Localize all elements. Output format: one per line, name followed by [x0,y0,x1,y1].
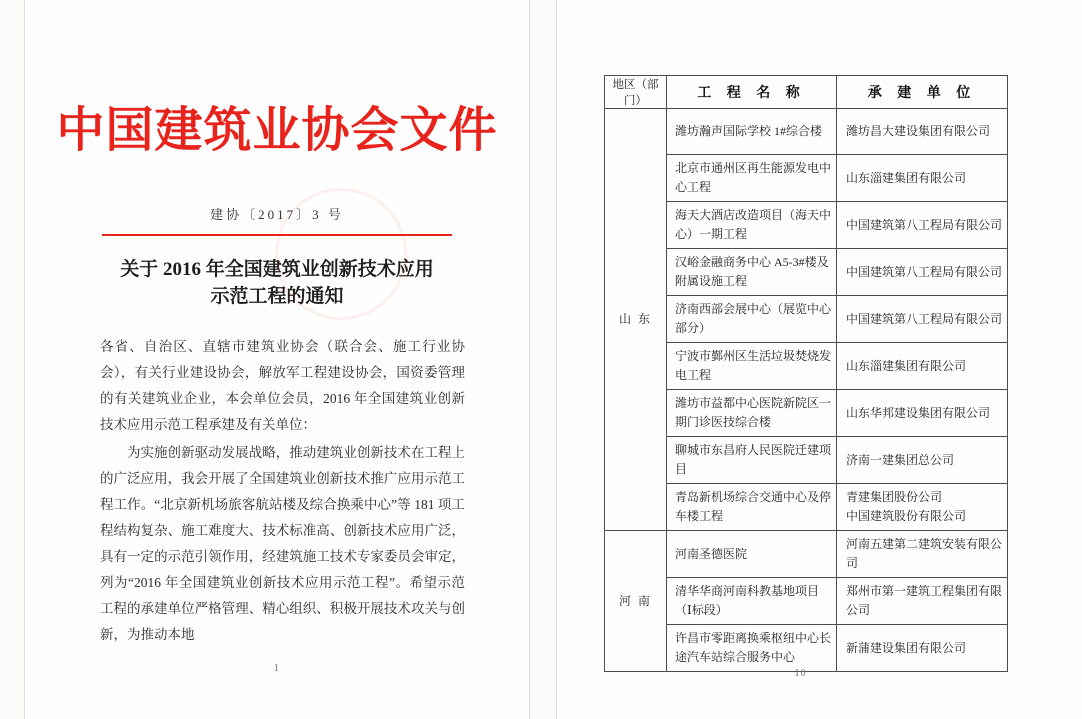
contractor-line: 新蒲建设集团有限公司 [846,640,967,655]
contractor-cell [837,390,1008,437]
contractor-line: 潍坊昌大建设集团有限公司 [846,124,991,138]
project-name-cell: 汉峪金融商务中心 A5-3#楼及附属设施工程 [667,249,837,296]
project-name-cell: 清华华商河南科教基地项目（Ⅰ标段） [667,578,837,625]
project-name-cell: 青岛新机场综合交通中心及停车楼工程 [667,484,837,531]
contractor-cell [837,484,1008,531]
projects-table [604,75,1008,672]
contractor-line: 中国建筑第八工程局有限公司 [846,217,1003,232]
contractor-cell [837,155,1008,202]
contractor-line: 山东淄建集团有限公司 [846,358,967,373]
project-name-cell: 聊城市东昌府人民医院迁建项目 [667,437,837,484]
project-name-cell: 宁波市鄞州区生活垃圾焚烧发电工程 [667,343,837,390]
contractor-line: 济南一建集团总公司 [846,452,955,467]
salutation-paragraph: 各省、自治区、直辖市建筑业协会（联合会、施工行业协会），有关行业建设协会，解放军工程建设协会，国资委管理的有关建筑业企业，本会单位会员，2016 年全国建筑业创新技术应用示范工程承建及有关单位： [100,338,465,432]
table-row [605,531,1008,578]
contractor-cell [837,109,1008,155]
contractor-line: 山东华邦建设集团有限公司 [846,405,991,420]
notice-body [100,334,465,648]
document-page-10 [556,0,1082,719]
page-number-left: 1 [274,663,280,674]
project-name-cell: 海天大酒店改造项目（海天中心）一期工程 [667,202,837,249]
header-project-name: 工 程 名 称 [667,76,837,109]
contractor-cell [837,296,1008,343]
header-contractor: 承 建 单 位 [837,76,1008,109]
region-cell: 山 东 [605,109,667,531]
project-name-cell: 济南西部会展中心（展览中心部分） [667,296,837,343]
notice-title-line2: 示范工程的通知 [210,285,344,307]
contractor-line: 中国建筑第八工程局有限公司 [846,264,1003,279]
contractor-line: 中国建筑股份有限公司 [846,509,967,523]
body-paragraph: 为实施创新驱动发展战略，推动建筑业创新技术在工程上的广泛应用，我会开展了全国建筑业创新技术推广应用示范工程工作。“北京新机场旅客航站楼及综合换乘中心”等 181 项工程结构复杂、施工难度大、技术标准高、创新技术应用广泛，具有一定的示范引领作用，经建筑施工技术专家委员会审定，列为“2016 年全国建筑业创新技术应用示范工程”。希望示范工程的承建单位严格管理、精心组织、积极开展技术攻关与创新，为推动本地 [100,444,465,642]
contractor-cell [837,578,1008,625]
contractor-line: 中国建筑第八工程局有限公司 [846,311,1003,326]
contractor-cell [837,343,1008,390]
table-row [605,109,1008,155]
contractor-line: 河南五建第二建筑安装有限公司 [846,537,1003,570]
projects-table-body [605,109,1008,672]
contractor-line: 郑州市第一建筑工程集团有限公司 [846,584,1003,617]
project-name-cell: 潍坊瀚声国际学校 1#综合楼 [667,109,837,155]
document-number: 建协〔2017〕3 号 [210,206,344,222]
table-header-row [605,76,1008,109]
region-cell: 河 南 [605,531,667,672]
document-page-1 [24,0,530,719]
contractor-cell [837,249,1008,296]
notice-title-line1: 关于 2016 年全国建筑业创新技术应用 [120,258,434,280]
contractor-cell [837,625,1008,672]
project-name-cell: 北京市通州区再生能源发电中心工程 [667,155,837,202]
contractor-line: 青建集团股份公司 [846,490,943,504]
contractor-cell [837,437,1008,484]
page-number-right: 10 [794,668,807,679]
contractor-cell [837,531,1008,578]
projects-table-wrap [604,75,1008,672]
project-name-cell: 许昌市零距离换乘枢纽中心长途汽车站综合服务中心 [667,625,837,672]
project-name-cell: 河南圣德医院 [667,531,837,578]
notice-title [25,256,529,310]
red-divider-line [102,234,452,236]
document-header-title: 中国建筑业协会文件 [56,104,498,157]
contractor-line: 山东淄建集团有限公司 [846,170,967,185]
contractor-cell [837,202,1008,249]
header-region: 地区（部门） [605,76,667,109]
project-name-cell: 潍坊市益都中心医院新院区一期门诊医技综合楼 [667,390,837,437]
